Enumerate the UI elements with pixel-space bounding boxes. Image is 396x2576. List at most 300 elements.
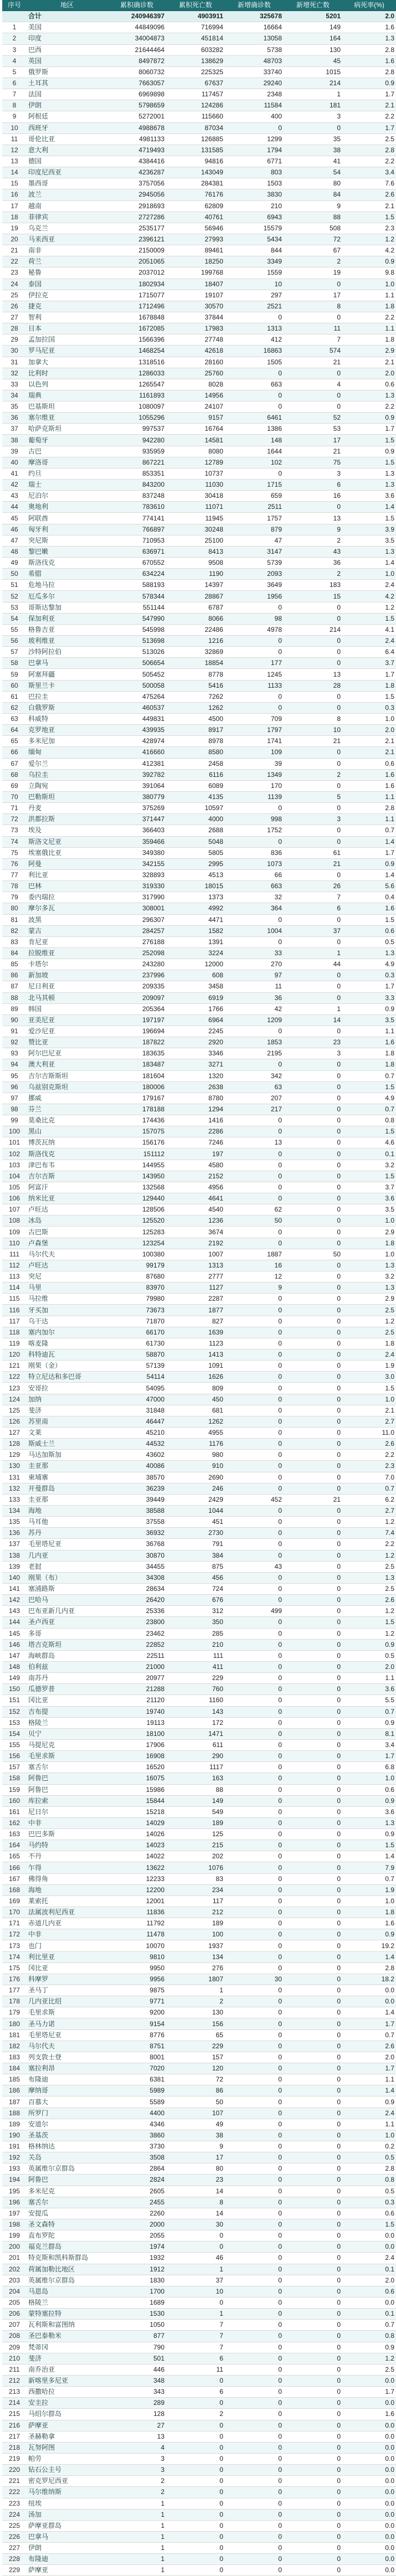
row-index: 31 <box>2 357 27 368</box>
table-row <box>2 1126 396 1137</box>
row-index: 42 <box>2 480 27 491</box>
row-fatality-rate: 1.7 <box>342 122 396 133</box>
row-cumulative-confirmed: 179167 <box>107 1093 166 1104</box>
table-row <box>2 658 396 669</box>
row-region: 乌干达 <box>27 1316 107 1327</box>
row-cumulative-confirmed: 380779 <box>107 791 166 802</box>
row-region: 立陶宛 <box>27 780 107 791</box>
row-fatality-rate: 1.0 <box>342 2130 396 2141</box>
row-cumulative-deaths: 910 <box>166 1461 225 1472</box>
row-index: 17 <box>2 200 27 212</box>
row-index: 61 <box>2 691 27 702</box>
row-cumulative-confirmed: 4988678 <box>107 122 166 133</box>
row-cumulative-confirmed: 40086 <box>107 1461 166 1472</box>
row-cumulative-deaths: 234 <box>166 1884 225 1895</box>
row-new-deaths: 52 <box>284 413 342 424</box>
row-new-deaths: 0 <box>284 2175 342 2186</box>
row-index: 200 <box>2 2242 27 2253</box>
row-region: 阿塞拜疆 <box>27 669 107 680</box>
row-region: 沙特阿拉伯 <box>27 647 107 658</box>
row-cumulative-confirmed: 505452 <box>107 669 166 680</box>
row-region: 丹麦 <box>27 803 107 814</box>
row-fatality-rate: 2.4 <box>342 2108 396 2119</box>
row-cumulative-deaths: 210 <box>166 1639 225 1650</box>
row-new-confirmed: 1245 <box>225 669 284 680</box>
row-cumulative-confirmed: 1672085 <box>107 323 166 334</box>
table-row <box>2 2141 396 2152</box>
row-region: 越南 <box>27 200 107 212</box>
row-fatality-rate: 1.5 <box>342 1171 396 1182</box>
row-index: 44 <box>2 502 27 513</box>
row-new-deaths: 0 <box>284 1059 342 1070</box>
row-new-deaths: 0 <box>284 1639 342 1650</box>
row-cumulative-confirmed: 34004873 <box>107 33 166 44</box>
row-index: 80 <box>2 903 27 914</box>
row-index: 60 <box>2 680 27 691</box>
row-new-confirmed: 0 <box>225 2163 284 2175</box>
row-index: 104 <box>2 1171 27 1182</box>
row-cumulative-deaths: 1127 <box>166 1282 225 1294</box>
row-cumulative-deaths: 27748 <box>166 334 225 346</box>
row-region: 萨摩亚群岛 <box>27 2520 107 2531</box>
row-cumulative-deaths: 1 <box>166 2264 225 2275</box>
row-new-confirmed: 0 <box>225 1160 284 1171</box>
row-new-confirmed: 0 <box>225 2543 284 2554</box>
row-region: 圭亚那 <box>27 1494 107 1505</box>
row-fatality-rate: 1.9 <box>342 1884 396 1895</box>
row-cumulative-confirmed: 1802934 <box>107 279 166 290</box>
table-row <box>2 925 396 936</box>
row-region: 西撒哈拉 <box>27 2387 107 2398</box>
row-cumulative-deaths: 549 <box>166 1806 225 1817</box>
row-new-deaths: 0 <box>284 1349 342 1361</box>
row-fatality-rate: 1.5 <box>342 914 396 925</box>
row-cumulative-deaths: 5805 <box>166 847 225 858</box>
row-fatality-rate: 4.1 <box>342 624 396 635</box>
row-new-confirmed: 15579 <box>225 223 284 234</box>
row-cumulative-deaths: 30570 <box>166 301 225 312</box>
row-fatality-rate: 0.6 <box>342 2286 396 2297</box>
row-cumulative-deaths: 4135 <box>166 791 225 802</box>
table-row <box>2 1483 396 1494</box>
row-index: 220 <box>2 2465 27 2476</box>
row-cumulative-confirmed: 328893 <box>107 869 166 880</box>
row-fatality-rate: 0.8 <box>342 2175 396 2186</box>
row-new-deaths: 0 <box>284 647 342 658</box>
row-cumulative-confirmed: 3860 <box>107 2130 166 2141</box>
row-cumulative-deaths: 88 <box>166 1784 225 1795</box>
row-new-deaths: 0 <box>284 1851 342 1862</box>
row-new-deaths: 0 <box>284 1817 342 1828</box>
row-new-deaths: 17 <box>284 290 342 301</box>
header-index[interactable]: 序号 <box>2 0 27 11</box>
row-new-deaths: 13 <box>284 513 342 524</box>
row-region: 蒙特塞拉特 <box>27 2309 107 2320</box>
row-new-deaths: 19 <box>284 267 342 279</box>
row-region: 圣马丁 <box>27 1985 107 1996</box>
row-index: 115 <box>2 1294 27 1305</box>
row-new-confirmed: 709 <box>225 714 284 725</box>
row-new-confirmed: 0 <box>225 2230 284 2242</box>
row-new-deaths: 0 <box>284 1762 342 1773</box>
row-region: 突尼 <box>27 1271 107 1282</box>
table-row <box>2 212 396 223</box>
row-fatality-rate: 2.4 <box>342 2253 396 2264</box>
row-new-deaths: 0 <box>284 2219 342 2230</box>
table-row <box>2 769 396 780</box>
row-fatality-rate: 0.9 <box>342 1639 396 1650</box>
row-new-deaths: 181 <box>284 100 342 111</box>
table-row <box>2 1227 396 1238</box>
row-cumulative-confirmed: 1 <box>107 2554 166 2565</box>
row-cumulative-confirmed: 867221 <box>107 457 166 468</box>
row-cumulative-confirmed: 1 <box>107 2543 166 2554</box>
row-fatality-rate: 1.3 <box>342 1572 396 1583</box>
row-new-deaths: 0 <box>284 1505 342 1516</box>
row-cumulative-deaths: 284381 <box>166 178 225 189</box>
row-fatality-rate: 2.8 <box>342 2163 396 2175</box>
row-new-deaths: 7 <box>284 334 342 346</box>
table-row <box>2 580 396 591</box>
row-new-confirmed: 270 <box>225 959 284 970</box>
row-fatality-rate: 1.2 <box>342 2353 396 2364</box>
row-fatality-rate: 2.2 <box>342 401 396 413</box>
row-fatality-rate: 0.9 <box>342 2342 396 2353</box>
table-row <box>2 869 396 880</box>
row-cumulative-confirmed: 853351 <box>107 468 166 479</box>
row-region: 斯洛伐克 <box>27 558 107 569</box>
table-row <box>2 1773 396 1784</box>
row-cumulative-confirmed: 21288 <box>107 1684 166 1695</box>
row-cumulative-confirmed: 79980 <box>107 1294 166 1305</box>
row-index: 20 <box>2 234 27 245</box>
row-cumulative-deaths: 14956 <box>166 390 225 401</box>
row-region: 圭亚那 <box>27 1461 107 1472</box>
row-index: 79 <box>2 892 27 903</box>
row-fatality-rate: 2.0 <box>342 2052 396 2063</box>
row-new-confirmed: 0 <box>225 2453 284 2464</box>
row-fatality-rate: 0.0 <box>342 2442 396 2453</box>
row-cumulative-deaths: 8413 <box>166 546 225 557</box>
row-cumulative-confirmed: 9200 <box>107 2007 166 2018</box>
row-index: 133 <box>2 1494 27 1505</box>
row-fatality-rate: 2.1 <box>342 747 396 758</box>
row-cumulative-deaths: 312 <box>166 1606 225 1617</box>
row-cumulative-confirmed: 2 <box>107 2476 166 2487</box>
table-row <box>2 758 396 769</box>
row-cumulative-deaths: 9157 <box>166 413 225 424</box>
row-fatality-rate: 1.8 <box>342 1059 396 1070</box>
row-cumulative-confirmed: 10070 <box>107 1940 166 1951</box>
row-new-deaths: 11 <box>284 323 342 334</box>
row-cumulative-confirmed: 392782 <box>107 769 166 780</box>
row-fatality-rate: 0.0 <box>342 1985 396 1996</box>
table-row <box>2 2375 396 2386</box>
row-cumulative-deaths: 7 <box>166 2342 225 2353</box>
row-region: 保加利亚 <box>27 613 107 624</box>
row-new-confirmed: 102 <box>225 457 284 468</box>
row-new-deaths: 50 <box>284 1249 342 1260</box>
row-new-deaths: 0 <box>284 1951 342 1962</box>
row-new-deaths: 0 <box>284 1873 342 1884</box>
row-new-deaths: 0 <box>284 2018 342 2029</box>
row-region: 马约特 <box>27 1840 107 1851</box>
row-cumulative-confirmed: 877 <box>107 2331 166 2342</box>
row-region: 刚果（金） <box>27 1361 107 1372</box>
row-region: 纽埃 <box>27 2498 107 2509</box>
row-index: 147 <box>2 1650 27 1661</box>
row-new-deaths: 41 <box>284 156 342 167</box>
row-new-confirmed: 0 <box>225 1962 284 1974</box>
row-new-confirmed: 207 <box>225 1093 284 1104</box>
row-new-deaths: 0 <box>284 970 342 981</box>
row-new-deaths: 0 <box>284 869 342 880</box>
row-new-confirmed: 0 <box>225 1706 284 1717</box>
table-row <box>2 669 396 680</box>
row-index: 124 <box>2 1394 27 1405</box>
row-index: 223 <box>2 2498 27 2509</box>
row-fatality-rate: 1.7 <box>342 847 396 858</box>
table-row <box>2 825 396 836</box>
row-index: 226 <box>2 2531 27 2542</box>
table-row <box>2 591 396 602</box>
row-cumulative-deaths: 4540 <box>166 1204 225 1215</box>
table-row <box>2 2130 396 2141</box>
row-index: 21 <box>2 245 27 256</box>
row-new-deaths: 9 <box>284 200 342 212</box>
row-new-confirmed: 1299 <box>225 133 284 145</box>
header-region[interactable]: 地区 <box>27 0 107 11</box>
row-region: 荷属加勒比地区 <box>27 2264 107 2275</box>
row-index: 195 <box>2 2186 27 2197</box>
row-region: 阿根廷 <box>27 111 107 122</box>
row-new-deaths: 2 <box>284 769 342 780</box>
row-region: 冈比亚 <box>27 1695 107 1706</box>
row-fatality-rate: 0.0 <box>342 2554 396 2565</box>
row-new-confirmed: 0 <box>225 2096 284 2108</box>
row-fatality-rate: 1.6 <box>342 55 396 66</box>
row-region: 安圭拉 <box>27 2398 107 2409</box>
row-cumulative-confirmed: 180006 <box>107 1081 166 1093</box>
row-fatality-rate: 1.1 <box>342 1673 396 1684</box>
row-cumulative-confirmed: 2037012 <box>107 267 166 279</box>
row-new-deaths: 0 <box>284 1428 342 1439</box>
row-fatality-rate: 18.2 <box>342 1974 396 1985</box>
table-row <box>2 892 396 903</box>
row-new-confirmed: 0 <box>225 1929 284 1940</box>
row-cumulative-deaths: 18015 <box>166 881 225 892</box>
row-region: 乍得 <box>27 1862 107 1873</box>
row-region: 赤道几内亚 <box>27 1918 107 1929</box>
row-fatality-rate: 2.9 <box>342 346 396 357</box>
row-index: 66 <box>2 747 27 758</box>
row-index: 36 <box>2 413 27 424</box>
row-region: 海峡群岛 <box>27 1650 107 1661</box>
row-index: 49 <box>2 558 27 569</box>
row-cumulative-confirmed: 13 <box>107 2431 166 2442</box>
row-new-deaths: 0 <box>284 1962 342 1974</box>
row-fatality-rate: 0.6 <box>342 379 396 390</box>
row-new-confirmed: 0 <box>225 1907 284 1918</box>
row-region: 直布罗陀 <box>27 2230 107 2242</box>
row-new-deaths: 0 <box>284 2286 342 2297</box>
row-cumulative-deaths: 456 <box>166 1572 225 1583</box>
row-new-deaths: 0 <box>284 2531 342 2542</box>
row-cumulative-confirmed: 12233 <box>107 1873 166 1884</box>
row-cumulative-deaths: 138629 <box>166 55 225 66</box>
row-new-confirmed: 0 <box>225 1673 284 1684</box>
row-region: 马里 <box>27 1282 107 1294</box>
row-new-deaths: 0 <box>284 1137 342 1148</box>
table-row <box>2 2431 396 2442</box>
table-row <box>2 1193 396 1204</box>
row-new-confirmed: 3830 <box>225 189 284 200</box>
row-fatality-rate: 0.0 <box>342 2509 396 2520</box>
row-cumulative-deaths: 1262 <box>166 1416 225 1427</box>
row-new-deaths: 508 <box>284 223 342 234</box>
row-cumulative-deaths: 115660 <box>166 111 225 122</box>
row-new-deaths: 26 <box>284 881 342 892</box>
row-new-deaths: 0 <box>284 502 342 513</box>
row-fatality-rate: 1.4 <box>342 869 396 880</box>
row-index: 224 <box>2 2509 27 2520</box>
row-fatality-rate: 1.5 <box>342 212 396 223</box>
table-row <box>2 33 396 44</box>
row-new-deaths: 21 <box>284 446 342 457</box>
total-cumulative-confirmed: 240946397 <box>107 11 166 22</box>
row-cumulative-deaths: 2638 <box>166 1081 225 1093</box>
row-new-confirmed: 0 <box>225 1461 284 1472</box>
row-index: 215 <box>2 2409 27 2420</box>
row-cumulative-deaths: 117 <box>166 1895 225 1907</box>
table-row <box>2 2029 396 2041</box>
header-new-confirmed[interactable]: 新增确诊数 <box>225 0 284 11</box>
row-cumulative-confirmed: 348 <box>107 2375 166 2386</box>
row-index: 84 <box>2 947 27 959</box>
row-cumulative-confirmed: 2945056 <box>107 189 166 200</box>
row-fatality-rate: 0.4 <box>342 892 396 903</box>
row-region: 特立尼达和多巴哥 <box>27 1372 107 1383</box>
row-index: 132 <box>2 1483 27 1494</box>
row-fatality-rate: 2.9 <box>342 1227 396 1238</box>
table-row <box>2 747 396 758</box>
row-region: 圣赫勒拿 <box>27 2431 107 2442</box>
row-new-confirmed: 13058 <box>225 33 284 44</box>
row-index: 7 <box>2 89 27 100</box>
row-fatality-rate: 0.3 <box>342 2197 396 2208</box>
row-region: 格林纳达 <box>27 2141 107 2152</box>
row-cumulative-deaths: 384 <box>166 1550 225 1561</box>
row-new-confirmed: 0 <box>225 2509 284 2520</box>
row-region: 塞舌尔 <box>27 1762 107 1773</box>
row-fatality-rate: 1.5 <box>342 435 396 446</box>
row-new-deaths: 0 <box>284 1338 342 1349</box>
row-cumulative-confirmed: 66170 <box>107 1327 166 1338</box>
row-region: 巴巴多斯 <box>27 1829 107 1840</box>
row-new-deaths: 21 <box>284 357 342 368</box>
table-row <box>2 680 396 691</box>
row-fatality-rate: 1.2 <box>342 1628 396 1639</box>
header-cumulative-confirmed[interactable]: 累积确诊数 <box>107 0 166 11</box>
row-cumulative-confirmed: 20977 <box>107 1673 166 1684</box>
row-new-deaths: 0 <box>284 1595 342 1606</box>
row-cumulative-deaths: 14 <box>166 2208 225 2219</box>
row-cumulative-confirmed: 128 <box>107 2409 166 2420</box>
row-region: 挪威 <box>27 1093 107 1104</box>
row-cumulative-deaths: 2286 <box>166 1126 225 1137</box>
row-new-confirmed: 98 <box>225 613 284 624</box>
row-cumulative-deaths: 9 <box>166 2141 225 2152</box>
table-row <box>2 613 396 624</box>
row-cumulative-confirmed: 1265547 <box>107 379 166 390</box>
header-fatality-rate[interactable]: 病死率(%) <box>342 0 396 11</box>
row-fatality-rate: 1.1 <box>342 791 396 802</box>
row-index: 12 <box>2 145 27 156</box>
row-fatality-rate: 1.4 <box>342 1851 396 1862</box>
table-row <box>2 234 396 245</box>
table-row <box>2 791 396 802</box>
row-cumulative-deaths: 12000 <box>166 959 225 970</box>
row-index: 131 <box>2 1472 27 1483</box>
row-cumulative-confirmed: 58870 <box>107 1349 166 1361</box>
row-fatality-rate: 2.5 <box>342 1583 396 1594</box>
row-cumulative-confirmed: 123254 <box>107 1238 166 1249</box>
row-index: 156 <box>2 1751 27 1762</box>
row-new-deaths: 0 <box>284 1550 342 1561</box>
row-new-confirmed: 0 <box>225 1372 284 1383</box>
row-cumulative-deaths: 0 <box>166 2420 225 2431</box>
row-region: 博茨瓦纳 <box>27 1137 107 1148</box>
row-cumulative-confirmed: 296307 <box>107 914 166 925</box>
row-cumulative-confirmed: 23462 <box>107 1628 166 1639</box>
row-fatality-rate: 1.1 <box>342 2119 396 2130</box>
row-new-confirmed: 1073 <box>225 858 284 869</box>
row-fatality-rate: 2.4 <box>342 580 396 591</box>
row-region: 巴勒斯坦 <box>27 791 107 802</box>
row-cumulative-deaths: 19107 <box>166 290 225 301</box>
table-row <box>2 2119 396 2130</box>
row-fatality-rate: 0.7 <box>342 825 396 836</box>
row-cumulative-confirmed: 2150009 <box>107 245 166 256</box>
header-cumulative-deaths[interactable]: 累积死亡数 <box>166 0 225 11</box>
row-cumulative-confirmed: 125520 <box>107 1215 166 1227</box>
row-cumulative-confirmed: 308001 <box>107 903 166 914</box>
row-cumulative-deaths: 7262 <box>166 691 225 702</box>
row-fatality-rate: 2.0 <box>342 368 396 379</box>
row-cumulative-deaths: 6 <box>166 2353 225 2364</box>
row-cumulative-confirmed: 5272001 <box>107 111 166 122</box>
row-cumulative-confirmed: 997537 <box>107 424 166 435</box>
table-row <box>2 312 396 323</box>
row-new-deaths: 6 <box>284 480 342 491</box>
row-region: 危地马拉 <box>27 580 107 591</box>
row-index: 51 <box>2 580 27 591</box>
row-cumulative-confirmed: 144955 <box>107 1160 166 1171</box>
row-new-deaths: 0 <box>284 2041 342 2052</box>
row-new-confirmed: 452 <box>225 1494 284 1505</box>
row-cumulative-deaths: 86 <box>166 2085 225 2096</box>
row-cumulative-deaths: 1413 <box>166 1349 225 1361</box>
row-region: 阿鲁巴 <box>27 1773 107 1784</box>
row-new-confirmed: 0 <box>225 2409 284 2420</box>
header-new-deaths[interactable]: 新增死亡数 <box>284 0 342 11</box>
row-new-confirmed: 39 <box>225 758 284 769</box>
row-fatality-rate: 2.0 <box>342 1661 396 1672</box>
table-row <box>2 2242 396 2253</box>
row-index: 184 <box>2 2063 27 2074</box>
row-new-deaths: 183 <box>284 580 342 591</box>
row-new-confirmed: 29240 <box>225 78 284 89</box>
